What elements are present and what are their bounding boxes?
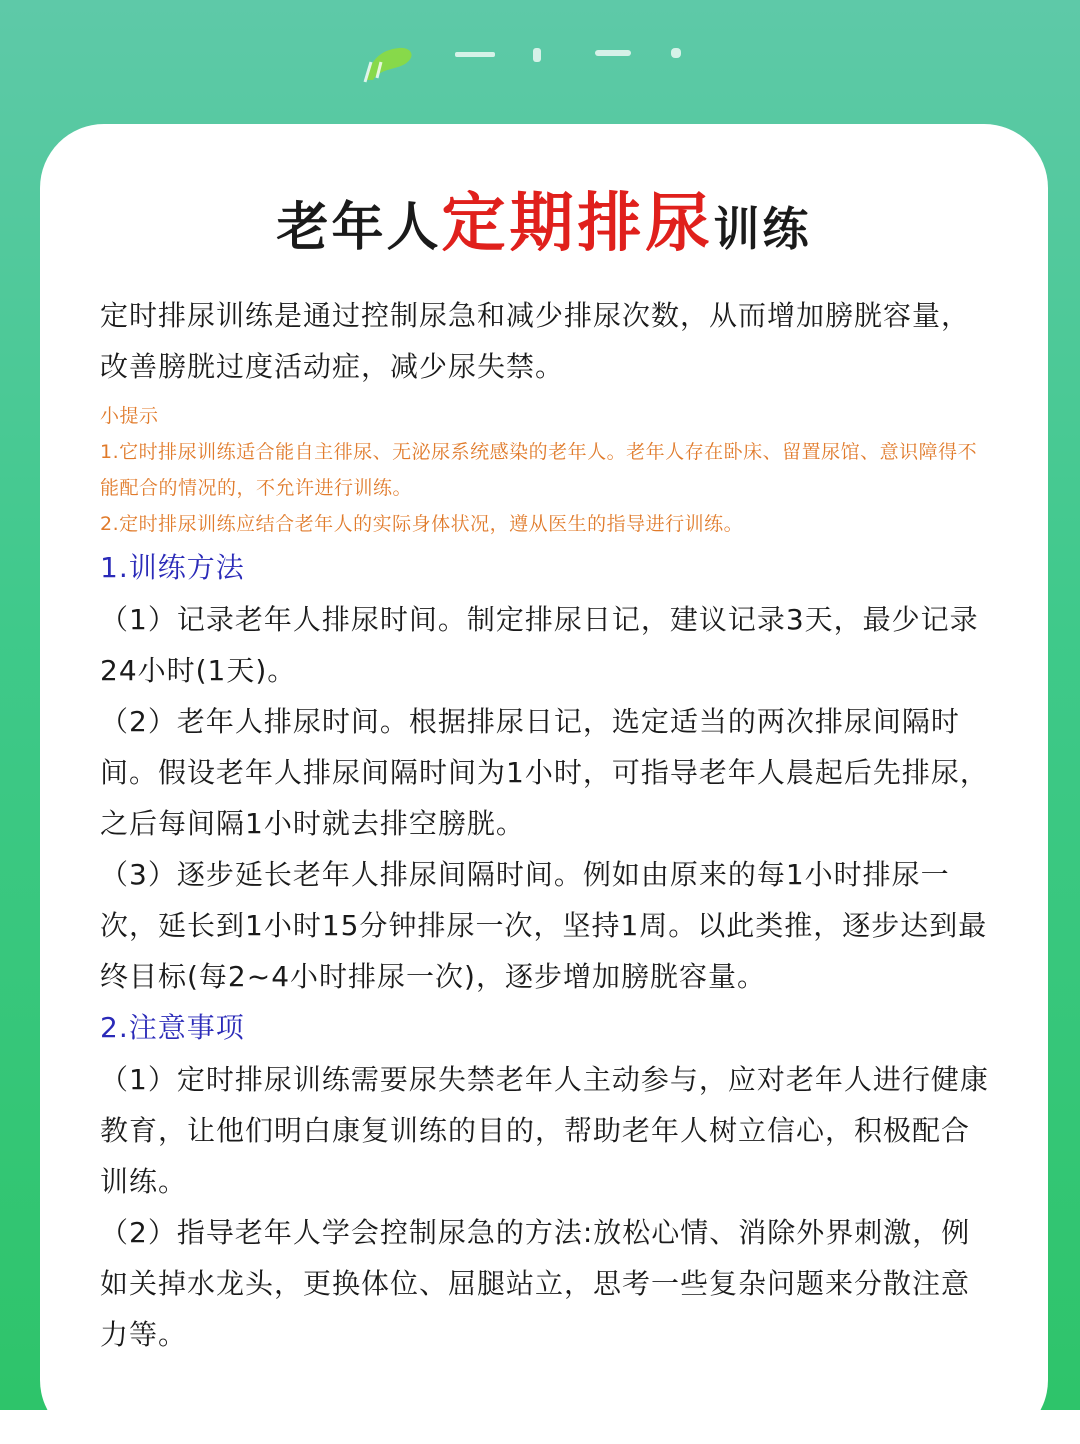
tips-block: [100, 398, 990, 542]
tip-item: 1.它时排尿训练适合能自主徘尿、无泌尿系统感染的老年人。老年人存在卧床、留置尿馆、意识障得不能配合的情况的，不允许进行训练。: [100, 441, 978, 499]
intro-paragraph: 定时排尿训练是通过控制尿急和减少排尿次数，从而增加膀胱容量，改善膀胱过度活动症，减少尿失禁。: [100, 299, 971, 383]
section-item: （2）老年人排尿时间。根据排尿日记，选定适当的两次排尿间隔时间。假设老年人排尿间隔时间为1小时，可指导老年人晨起后先排尿，之后每间隔1小时就去排空膀胱。: [100, 705, 989, 840]
section-heading-training-method: 1.训练方法: [100, 551, 245, 584]
section-item: （2）指导老年人学会控制尿急的方法:放松心情、消除外界刺激，例如关掉水龙头，更换体位、屈腿站立，思考一些复杂问题来分散注意力等。: [100, 1216, 971, 1351]
tip-item: 2.定时排尿训练应结合老年人的实际身体状况，遵从医生的指导进行训练。: [100, 513, 744, 535]
title-part-3: 训练: [713, 202, 812, 256]
section-item: （1）记录老年人排尿时间。制定排尿日记，建议记录3天，最少记录24小时(1天)。: [100, 603, 979, 687]
tips-label: 小提示: [100, 405, 159, 427]
article-body: [100, 290, 990, 1360]
blurred-logo: [355, 38, 695, 88]
title-part-highlight: 定期排尿: [441, 187, 714, 261]
section-heading-precautions: 2.注意事项: [100, 1011, 245, 1044]
page-title: [40, 172, 1048, 264]
section-item: （3）逐步延长老年人排尿间隔时间。例如由原来的每1小时排尿一次，延长到1小时15分钟排尿一次，坚持1周。以此类推，逐步达到最终目标(每2~4小时排尿一次)，逐步增加膀胱容量。: [100, 858, 988, 993]
leaf-icon: [365, 48, 412, 82]
title-part-1: 老年人: [276, 198, 442, 258]
section-item: （1）定时排尿训练需要尿失禁老年人主动参与，应对老年人进行健康教育，让他们明白康复训练的目的，帮助老年人树立信心，积极配合训练。: [100, 1063, 989, 1198]
